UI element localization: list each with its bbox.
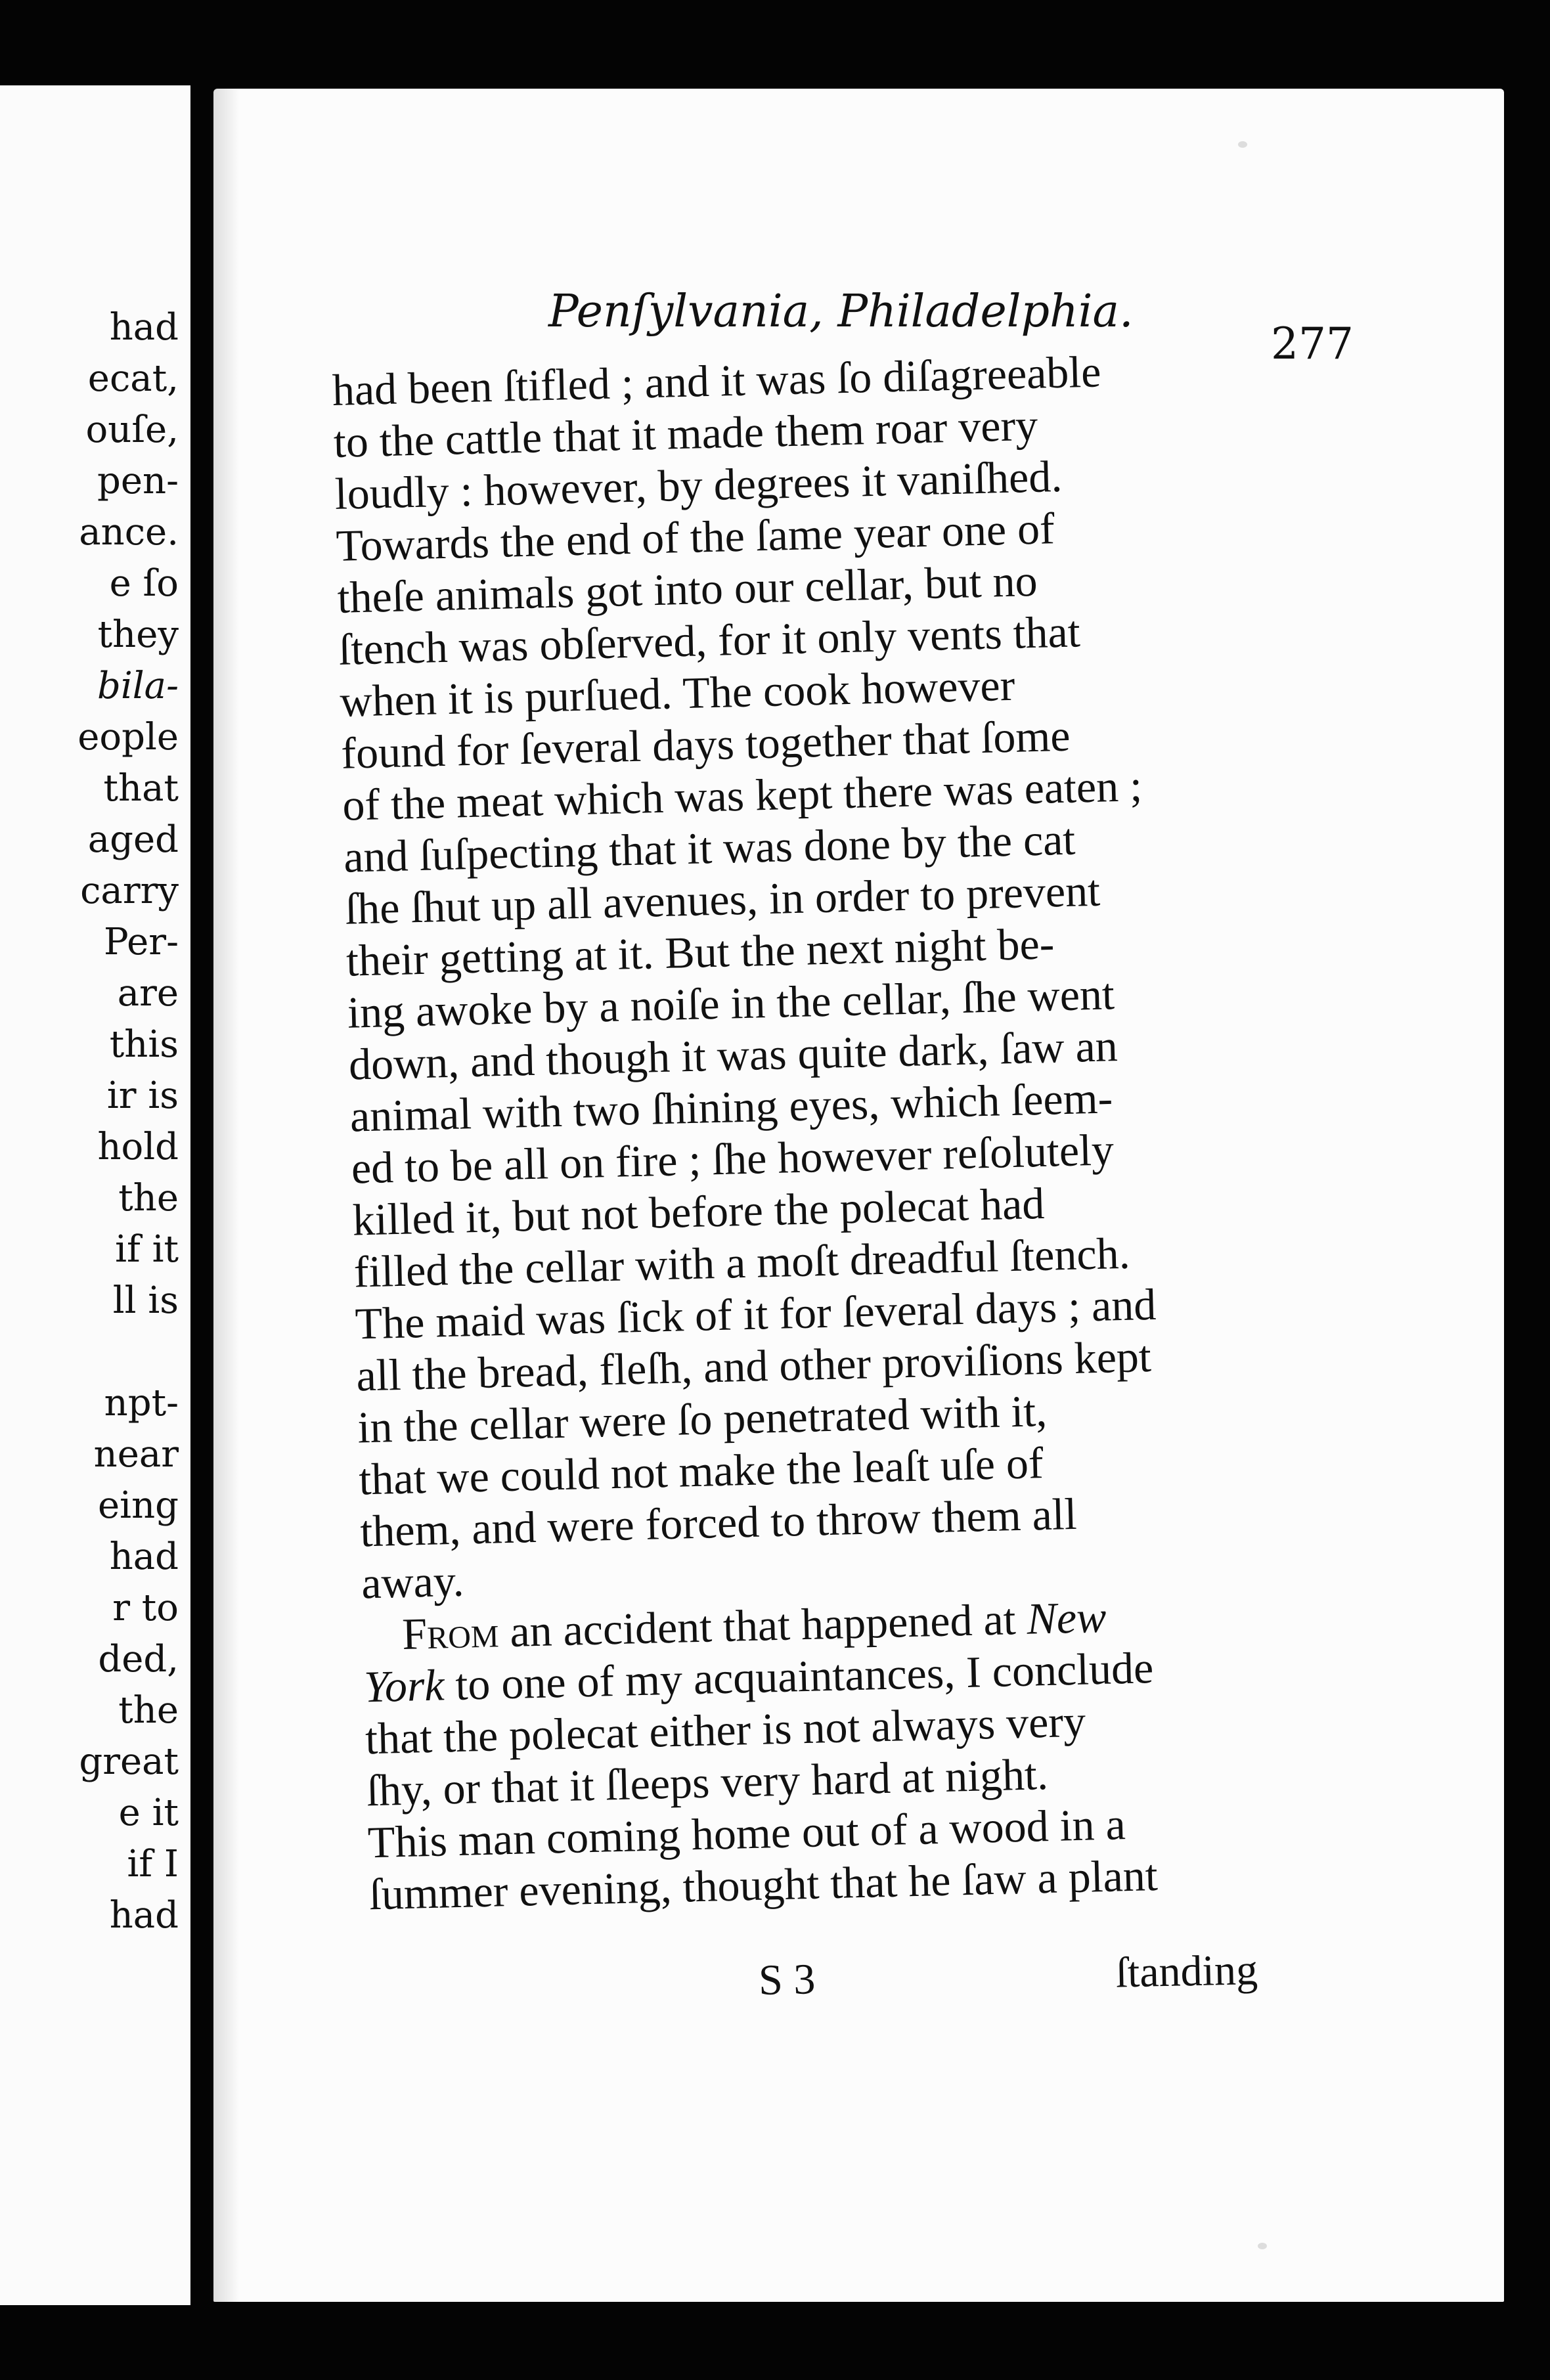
paper-speck [1258,2243,1267,2249]
facing-page-line: eople [78,716,179,759]
paper-speck [1238,141,1247,148]
facing-page-line: if I [127,1843,179,1885]
text-line: loudly : however, by degrees it vaniſhed. [334,451,1063,519]
facing-page-line: ouſe, [85,408,179,451]
text-line: ing awoke by a noiſe in the cellar, ſhe went [347,969,1115,1038]
facing-page-line: ecat, [87,357,179,400]
facing-page-line: eing [98,1484,179,1527]
text-line: and ſuſpecting that it was done by the cat [343,814,1076,882]
facing-page [0,85,190,2305]
facing-page-line: had [109,1894,179,1937]
text-line: York to one of my acquaintances, I conclude [363,1642,1155,1712]
facing-page-line: had [109,1535,179,1578]
text-line: filled the cellar with a moſt dreadful ſtench. [353,1227,1131,1297]
text-line: killed it, but not before the polecat had [351,1178,1046,1245]
facing-page-line: they [97,613,179,656]
text-line: Towards the end of the ſame year one of [335,503,1055,571]
text-line: that we could not make the leaſt uſe of [358,1438,1044,1505]
facing-page-line: ll is [112,1279,179,1322]
facing-page-line: Per- [104,921,179,963]
text-line: found for ſeveral days together that ſome [340,710,1071,778]
facing-page-line: aged [87,818,179,861]
text-line: ſhy, or that it ſleeps very hard at night. [366,1749,1049,1816]
facing-page-line [78,1327,179,1378]
text-line: all the bread, fleſh, and other proviſions kept [355,1331,1152,1401]
facing-page-line: that [103,767,179,810]
text-line: ſummer evening, thought that he ſaw a plant [368,1849,1159,1920]
facing-page-line: near [93,1433,179,1476]
facing-page-line: e it [118,1792,179,1834]
text-line: ed to be all on fire ; ſhe however reſolutely [350,1124,1115,1193]
facing-page-line: npt- [104,1382,179,1424]
text-line: their getting at it. But the next night be- [345,918,1055,986]
text-line: away. [361,1555,465,1608]
running-head: Penſylvania, Philadelphia. [548,286,1134,338]
facing-page-line: are [117,972,179,1015]
facing-page-line: great [79,1740,179,1783]
text-line: in the cellar were ſo penetrated with it, [357,1385,1048,1453]
facing-page-line: if it [115,1228,179,1271]
text-line: This man coming home out of a wood in a [367,1799,1126,1868]
text-line: The maid was ſick of it for ſeveral days ; and [354,1279,1157,1349]
text-line: to the cattle that it made them roar very [332,399,1038,467]
text-line: that the polecat either is not always very [365,1696,1086,1764]
page-footer [758,1945,1258,2006]
facing-page-line: hold [97,1126,179,1168]
text-line: theſe animals got into our cellar, but no [336,555,1038,623]
facing-page-line: e ſo [109,562,179,605]
facing-page-line: ir is [106,1074,179,1117]
text-line: when it is purſued. The cook however [339,659,1016,726]
catchword: ſtanding [1115,1946,1258,1997]
text-line: of the meat which was kept there was eaten ; [342,760,1143,830]
facing-page-line: r to [112,1587,179,1629]
facing-page-line: the [118,1689,179,1732]
text-line: animal with two ſhining eyes, which ſeem- [349,1072,1113,1141]
facing-page-line: carry [80,870,179,912]
text-line: ſtench was obſerved, for it only vents that [338,606,1081,674]
drop-word: From [401,1606,500,1659]
book-page [213,89,1504,2302]
facing-page-line: ance. [79,511,179,554]
facing-page-line: ded, [98,1638,179,1681]
body-text [332,341,1328,1920]
paragraph-1 [332,341,1321,1609]
facing-page-line: had [109,306,179,349]
text-line: down, and though it was quite dark, ſaw an [348,1021,1118,1090]
facing-page-text [78,302,179,1941]
facing-page-line: this [109,1023,179,1066]
text-line: From an accident that happened at New [401,1591,1107,1659]
facing-page-line: pen- [97,460,179,502]
page-number: 277 [1271,319,1354,369]
text-line: ſhe ſhut up all avenues, in order to prevent [344,865,1101,934]
signature-mark: S 3 [758,1955,816,2004]
facing-page-line: the [118,1177,179,1220]
paragraph-2 [362,1586,1328,1921]
text-line: had been ſtifled ; and it was ſo diſagreeable [332,346,1102,415]
text-line: them, and were forced to throw them all [359,1488,1078,1556]
facing-page-line: bila- [97,665,179,707]
